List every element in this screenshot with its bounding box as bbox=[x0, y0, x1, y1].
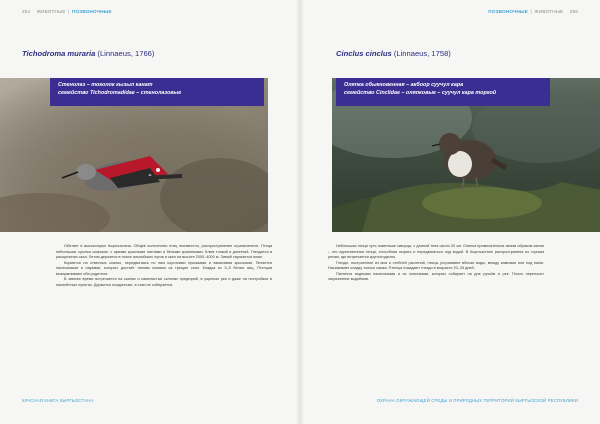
right-body-text bbox=[328, 244, 544, 283]
right-paragraph: Небольшая птица чуть поменьше скворца, с длиной тела около 20 см. Оляпка примечательна своим образом жизни – это единственная птица, способная нырять и передвигаться под водой. В Кыргызстане распространена по горным рекам, где встречается круглогодично. bbox=[328, 244, 544, 259]
right-footer: ОХРАНА ОКРУЖАЮЩЕЙ СРЕДЫ И ПРИРОДНЫХ ТЕРРИТОРИЙ КЫРГЫЗСКОЙ РЕСПУБЛИКИ bbox=[376, 398, 578, 403]
right-paragraph: Гнездо, построенное из мха и стеблей растений, птицы устраивают вблизи воды, между камнями или под ними. Насиживает кладку только самка. Птенцы покидают гнездо в возрасте 20–25 дней. bbox=[328, 260, 544, 270]
left-section-animals: ЖИВОТНЫЕ bbox=[36, 9, 66, 14]
right-caption-line-2: семейство Cinclidae – оляпковые – суучул кара торгой bbox=[344, 90, 497, 96]
right-page bbox=[300, 0, 600, 424]
right-caption-box bbox=[336, 78, 550, 106]
left-body-text bbox=[56, 244, 272, 288]
right-species-title bbox=[336, 49, 451, 58]
right-page-number: 255 bbox=[569, 9, 578, 14]
right-species-latin: Cinclus cinclus bbox=[336, 49, 392, 58]
right-section-vertebrates: ПОЗВОНОЧНЫЕ bbox=[488, 9, 529, 14]
left-species-author: (Linnaeus, 1766) bbox=[97, 49, 155, 58]
left-caption-box bbox=[50, 78, 264, 106]
left-species-latin: Tichodroma muraria bbox=[22, 49, 96, 58]
right-species-author: (Linnaeus, 1758) bbox=[393, 49, 451, 58]
left-section-vertebrates: ПОЗВОНОЧНЫЕ bbox=[71, 9, 112, 14]
book-gutter bbox=[296, 0, 304, 424]
right-caption-line-1: Оляпка обыкновенная – акбоор суучул кара bbox=[344, 82, 464, 88]
left-paragraph: Обитает в высокогорье Кыргызстана. Общее количество птиц неизвестно, распространение ограниченное. Птица небольшая, крылья широкие, с яркими красными пятнами и белыми крапинками. Клюв тонкий и длинный. Гнездится в расщелинах скал. Летом держится в поясе альпийских лугов и скал на высоте 2000–4000 м. Зимой спускается ниже. bbox=[56, 244, 272, 259]
left-page-number: 254 bbox=[22, 9, 31, 14]
left-species-title bbox=[22, 49, 154, 58]
left-paragraph: В зимнее время встречается на скалах и каменистых склонах предгорий, в ущельях рек и даже на постройках в населённых пунктах. Держится поодиночке, в стаи не собирается. bbox=[56, 277, 272, 287]
right-section-animals: ЖИВОТНЫЕ bbox=[534, 9, 564, 14]
left-caption-line-1: Стенолаз – тоголок кызыл канат bbox=[58, 82, 153, 88]
right-running-head: ПОЗВОНОЧНЫЕ | ЖИВОТНЫЕ 255 bbox=[488, 9, 578, 14]
left-caption-line-2: семейство Tichodromadidae – стенолазовые bbox=[58, 90, 182, 96]
right-paragraph: Питается водными насекомыми и их личинками, которых собирает на дне ручьёв и рек. Плохо переносит загрязнение водоёмов. bbox=[328, 271, 544, 281]
left-running-head: 254 ЖИВОТНЫЕ | ПОЗВОНОЧНЫЕ bbox=[22, 9, 112, 14]
left-paragraph: Кормится на отвесных скалах, передвигаясь по ним короткими прыжками и взмахивая крыльями. Питается насекомыми и пауками, которых достаёт тонким клювом из трещин скал. Кладка из 3–5 белых яиц. Птенцов выкармливают оба родителя. bbox=[56, 260, 272, 276]
left-footer: КРАСНАЯ КНИГА КЫРГЫЗСТАНА bbox=[22, 398, 94, 403]
